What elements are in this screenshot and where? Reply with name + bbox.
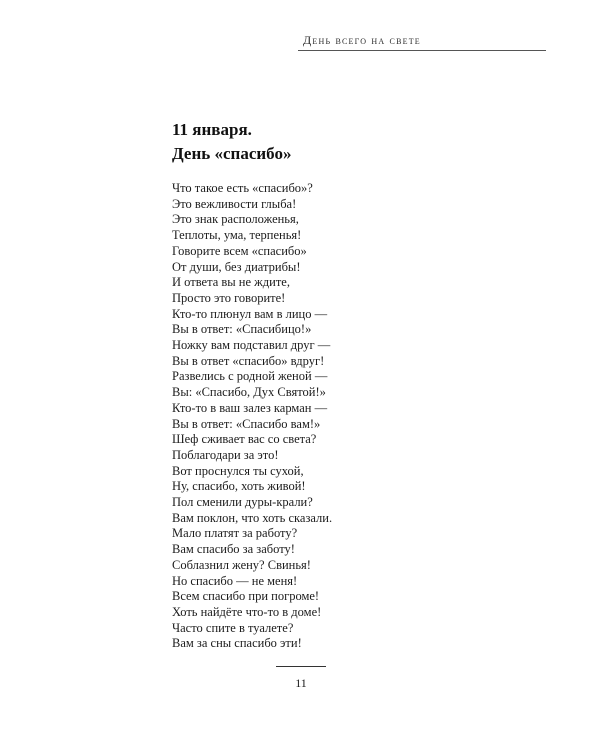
page-number: 11	[295, 676, 307, 690]
poem-line: Вы в ответ: «Спасибо вам!»	[172, 416, 321, 431]
poem-line: Говорите всем «спасибо»	[172, 243, 307, 258]
poem-line: Вы в ответ «спасибо» вдруг!	[172, 353, 325, 368]
section-heading	[172, 118, 472, 166]
poem-line: Но спасибо — не меня!	[172, 573, 298, 588]
poem-line: Вот проснулся ты сухой,	[172, 463, 304, 478]
footer-rule	[276, 666, 326, 667]
running-header	[298, 33, 546, 51]
poem-line: Вы: «Спасибо, Дух Святой!»	[172, 385, 326, 400]
poem-line: Соблазнил жену? Свинья!	[172, 557, 311, 572]
poem-line: Вам за сны спасибо эти!	[172, 636, 302, 651]
running-header-title: День всего на свете	[303, 33, 421, 47]
poem-line: Это знак расположенья,	[172, 212, 299, 227]
poem-line: Кто-то плюнул вам в лицо —	[172, 306, 328, 321]
poem-line: Мало платят за работу?	[172, 526, 298, 541]
poem-line: Это вежливости глыба!	[172, 196, 297, 211]
running-header-rule	[298, 50, 546, 51]
poem-line: Вам поклон, что хоть сказали.	[172, 510, 333, 525]
poem-line: Кто-то в ваш залез карман —	[172, 400, 328, 415]
poem-line: Ножку вам подставил друг —	[172, 338, 331, 353]
poem-line: Хоть найдёте что-то в доме!	[172, 604, 322, 619]
poem-line: Поблагодари за это!	[172, 447, 279, 462]
poem-line: Часто спите в туалете?	[172, 620, 294, 635]
poem-line: Шеф сживает вас со света?	[172, 432, 317, 447]
poem-line: Теплоты, ума, терпенья!	[172, 228, 302, 243]
poem-line: Что такое есть «спасибо»?	[172, 181, 313, 195]
heading-title: День «спасибо»	[172, 144, 292, 163]
poem-line: Пол сменили дуры-крали?	[172, 495, 313, 510]
heading-date: 11 января.	[172, 120, 252, 139]
poem-line: Ну, спасибо, хоть живой!	[172, 479, 306, 494]
poem-line: Вы в ответ: «Спасибицо!»	[172, 322, 312, 337]
poem	[172, 181, 512, 652]
poem-line: Развелись с родной женой —	[172, 369, 328, 384]
poem-line: От души, без диатрибы!	[172, 259, 301, 274]
poem-line: Всем спасибо при погроме!	[172, 589, 320, 604]
poem-line: Вам спасибо за заботу!	[172, 542, 295, 557]
poem-line: И ответа вы не ждите,	[172, 275, 290, 290]
poem-line: Просто это говорите!	[172, 290, 286, 305]
